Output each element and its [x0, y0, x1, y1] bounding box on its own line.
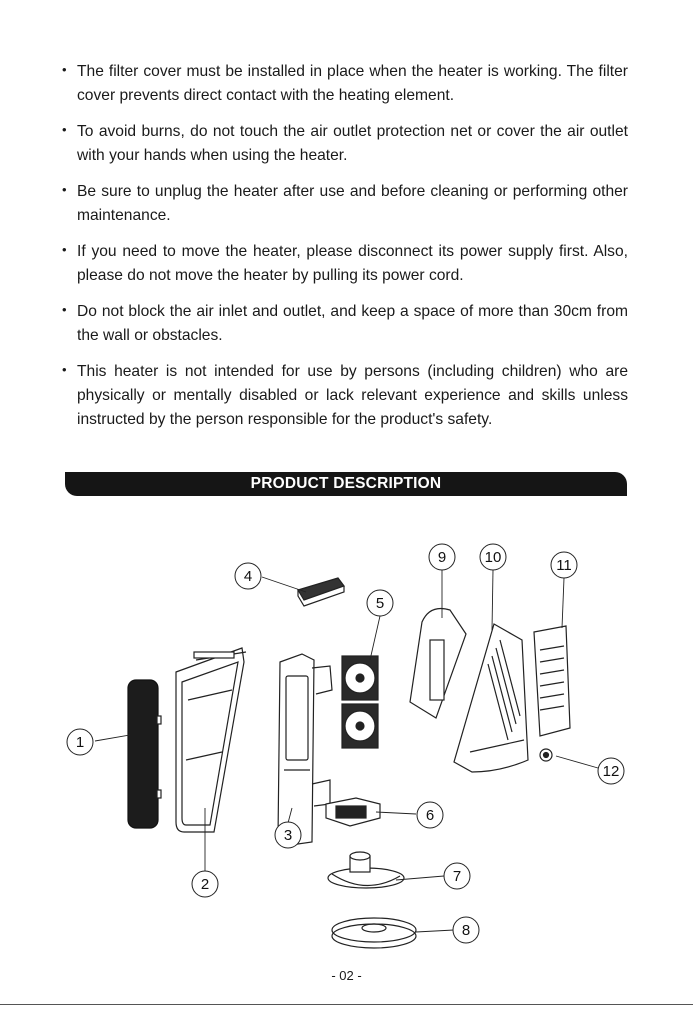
part-motor-base [328, 852, 404, 888]
part-front-housing [176, 648, 246, 832]
part-inner-frame [278, 654, 332, 846]
bullet-supervision: • This heater is not intended for use by persons (including children) who are physically or mentally disabled or lack relevant experience and skills unless instructed by the person responsible for the product's safety. [62, 360, 628, 432]
part-rear-housing [410, 609, 466, 719]
bullet-move-heater: • If you need to move the heater, please disconnect its power supply first. Also, please do not move the heater by pulling its power cord. [62, 240, 628, 288]
svg-text:4: 4 [243, 568, 253, 585]
bullet-filter-cover: • The filter cover must be installed in place when the heater is working. The filter cover prevents direct contact with the heating element. [62, 60, 628, 108]
svg-text:2: 2 [200, 876, 210, 893]
callout-10 [480, 544, 506, 570]
bullet-unplug: • Be sure to unplug the heater after use and before cleaning or performing other maintenance. [62, 180, 628, 228]
callout-7 [444, 863, 470, 889]
callout-1 [67, 729, 93, 755]
section-banner: PRODUCT DESCRIPTION [65, 472, 627, 496]
callout-6 [417, 802, 443, 828]
bullet-clearance: • Do not block the air inlet and outlet, and keep a space of more than 30cm from the wall or obstacles. [62, 300, 628, 348]
callout-12 [598, 758, 624, 784]
callout-3 [275, 822, 301, 848]
svg-text:8: 8 [461, 922, 471, 939]
part-fans [342, 656, 378, 748]
bottom-rule [0, 1004, 693, 1005]
bullet-avoid-burns: • To avoid burns, do not touch the air outlet protection net or cover the air outlet with your hands when using the heater. [62, 120, 628, 168]
callout-4 [235, 563, 261, 589]
svg-text:3: 3 [283, 827, 293, 844]
svg-text:7: 7 [452, 868, 462, 885]
svg-text:12: 12 [602, 763, 620, 780]
part-back-cover [454, 624, 528, 772]
callout-5 [367, 590, 393, 616]
callout-8 [453, 917, 479, 943]
page-number: - 02 - [331, 968, 362, 983]
svg-text:6: 6 [425, 807, 435, 824]
exploded-parts-diagram [0, 500, 693, 960]
svg-text:1: 1 [75, 734, 85, 751]
part-filter-panel [128, 680, 161, 828]
part-grille-cover [534, 626, 570, 736]
callout-11 [551, 552, 577, 578]
callout-2 [192, 871, 218, 897]
part-connector [540, 749, 552, 761]
callout-9 [429, 544, 455, 570]
safety-bullet-list [62, 60, 628, 444]
svg-text:11: 11 [556, 557, 572, 574]
svg-text:10: 10 [484, 549, 502, 566]
part-heating-module [326, 798, 380, 826]
svg-text:9: 9 [437, 549, 447, 566]
part-base-ring [332, 918, 416, 948]
svg-text:5: 5 [375, 595, 385, 612]
